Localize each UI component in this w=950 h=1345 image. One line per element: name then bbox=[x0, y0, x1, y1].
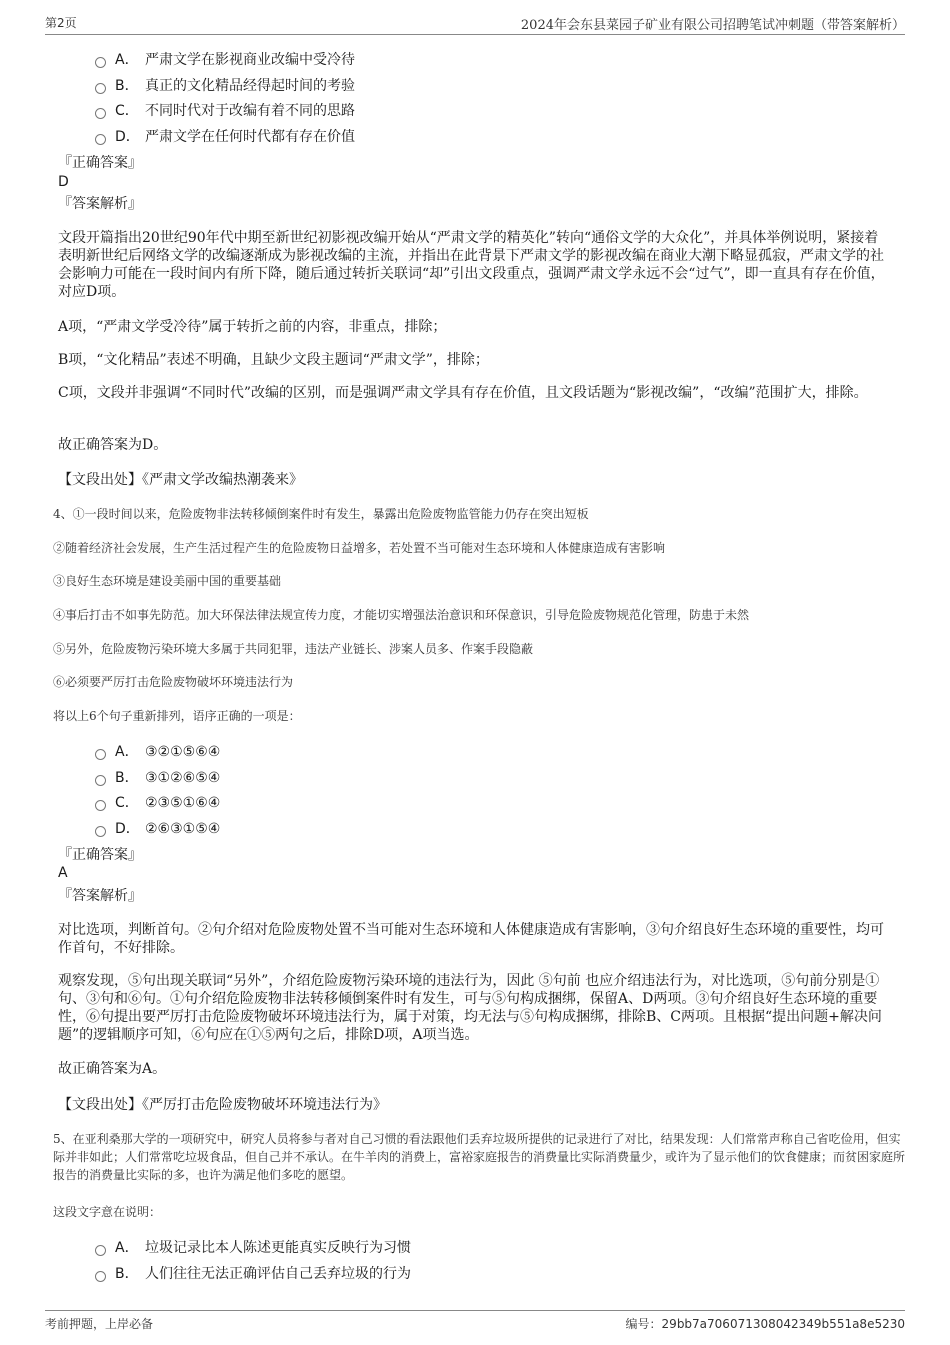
q3-analysis-paragraph: B项，“文化精品”表述不明确，且缺少文段主题词“严肃文学”，排除； bbox=[58, 352, 489, 368]
q5-stem: 5、在亚利桑那大学的一项研究中，研究人员将参与者对自己习惯的看法跟他们丢弃垃圾所提供的记录进行了对比，结果发现：人们常常声称自己省吃俭用，但实际并非如此；人们常常吃垃圾食品，但自己并不承认。在牛羊肉的消费上，富裕家庭报告的消费量比实际消费量少，或许为了显示他们的饮食健康；而贫困家庭所报告的消费量比实际的多，也许为满足他们多吃的愿望。 bbox=[53, 1132, 906, 1182]
radio-icon[interactable] bbox=[95, 83, 106, 94]
q4-option-d[interactable]: D． ②⑥③①⑤④ bbox=[95, 819, 220, 839]
q4-analysis-label: 『答案解析』 bbox=[58, 888, 142, 904]
page-number: 第2页 bbox=[45, 16, 77, 30]
q3-answer-label: 『正确答案』 bbox=[58, 155, 142, 171]
q4-prompt: 将以上6个句子重新排列，语序正确的一项是： bbox=[53, 709, 301, 723]
q4-analysis-paragraph: 观察发现，⑤句出现关联词“另外”，介绍危险废物污染环境的违法行为，因此 ⑤句前 也应介绍违法行为，对比选项，⑤句前分别是①句、③句和⑥句。①句介绍危险废物非法转移倾倒案件时有发生，可与⑤句构成捆绑，保留A、D两项。③句介绍良好生态环境的重要性，⑥句提出要严厉打击危险废物破坏环境违法行为，属于对策，均无法与⑤句构成捆绑，排除B、C两项。且根据“提出问题+解决问题”的逻辑顺序可知，⑥句应在①⑤两句之后，排除D项，A项当选。 bbox=[58, 973, 882, 1043]
document-id-label: 编号： bbox=[625, 1317, 662, 1331]
q3-answer: D bbox=[58, 174, 69, 190]
q5-option-b[interactable]: B． 人们往往无法正确评估自己丢弃垃圾的行为 bbox=[95, 1264, 411, 1284]
radio-icon[interactable] bbox=[95, 134, 106, 145]
q3-analysis-paragraph: C项，文段并非强调“不同时代”改编的区别，而是强调严肃文学具有存在价值，且文段话题为“影视改编”，“改编”范围扩大，排除。 bbox=[58, 385, 868, 401]
document-id bbox=[626, 1315, 905, 1332]
footer-slogan: 考前押题，上岸必备 bbox=[45, 1317, 154, 1331]
q4-analysis-conclusion: 故正确答案为A。 bbox=[58, 1061, 167, 1077]
radio-icon[interactable] bbox=[95, 775, 106, 786]
page-footer bbox=[45, 1310, 905, 1333]
radio-icon[interactable] bbox=[95, 1245, 106, 1256]
radio-icon[interactable] bbox=[95, 1271, 106, 1282]
radio-icon[interactable] bbox=[95, 57, 106, 68]
q3-analysis-paragraph: A项，“严肃文学受冷待”属于转折之前的内容，非重点，排除； bbox=[58, 319, 447, 335]
radio-icon[interactable] bbox=[95, 800, 106, 811]
radio-icon[interactable] bbox=[95, 108, 106, 119]
q3-option-d[interactable]: D． 严肃文学在任何时代都有存在价值 bbox=[95, 127, 355, 147]
document-title: 2024年会东县菜园子矿业有限公司招聘笔试冲刺题（带答案解析） bbox=[520, 18, 905, 33]
q3-analysis-label: 『答案解析』 bbox=[58, 196, 142, 212]
q5-option-a[interactable]: A． 垃圾记录比本人陈述更能真实反映行为习惯 bbox=[95, 1238, 411, 1258]
q4-sentence: ⑤另外，危险废物污染环境大多属于共同犯罪，违法产业链长、涉案人员多、作案手段隐蔽 bbox=[53, 642, 534, 656]
q4-sentence: ③良好生态环境是建设美丽中国的重要基础 bbox=[53, 574, 282, 588]
q3-analysis-conclusion: 故正确答案为D。 bbox=[58, 437, 168, 453]
q4-analysis-paragraph: 对比选项，判断首句。②句介绍对危险废物处置不当可能对生态环境和人体健康造成有害影响，③句介绍良好生态环境的重要性，均可作首句，不好排除。 bbox=[58, 922, 884, 956]
q3-analysis-paragraph: 文段开篇指出20世纪90年代中期至新世纪初影视改编开始从“严肃文学的精英化”转向“通俗文学的大众化”，并具体举例说明，紧接着表明新世纪后网络文学的改编逐渐成为影视改编的主流，并指出在此背景下严肃文学的影视改编在商业大潮下略显孤寂，严肃文学的社会影响力可能在一段时间内有所下降，随后通过转折关联词“却”引出文段重点，强调严肃文学永远不会“过气”，即一直具有存在价值，对应D项。 bbox=[58, 230, 885, 300]
page-header bbox=[45, 14, 905, 35]
q3-source: 【文段出处】《严肃文学改编热潮袭来》 bbox=[58, 472, 303, 488]
document-id-value: 29bb7a706071308042349b551a8e5230 bbox=[661, 1317, 905, 1331]
q4-source: 【文段出处】《严厉打击危险废物破坏环境违法行为》 bbox=[58, 1097, 387, 1113]
q3-option-b[interactable]: B． 真正的文化精品经得起时间的考验 bbox=[95, 76, 355, 96]
q4-sentence: ②随着经济社会发展，生产生活过程产生的危险废物日益增多，若处置不当可能对生态环境和人体健康造成有害影响 bbox=[53, 541, 666, 555]
q4-option-b[interactable]: B． ③①②⑥⑤④ bbox=[95, 768, 220, 788]
radio-icon[interactable] bbox=[95, 826, 106, 837]
q4-option-c[interactable]: C． ②③⑤①⑥④ bbox=[95, 793, 220, 813]
q4-sentence: ⑥必须要严厉打击危险废物破坏环境违法行为 bbox=[53, 675, 294, 689]
q4-answer: A bbox=[58, 865, 68, 881]
radio-icon[interactable] bbox=[95, 749, 106, 760]
q4-sentence: ④事后打击不如事先防范。加大环保法律法规宣传力度，才能切实增强法治意识和环保意识，引导危险废物规范化管理，防患于未然 bbox=[53, 608, 750, 622]
q5-prompt: 这段文字意在说明： bbox=[53, 1205, 162, 1219]
q4-sentence: 4、①一段时间以来，危险废物非法转移倾倒案件时有发生，暴露出危险废物监管能力仍存在突出短板 bbox=[53, 507, 589, 521]
q4-answer-label: 『正确答案』 bbox=[58, 847, 142, 863]
q4-option-a[interactable]: A． ③②①⑤⑥④ bbox=[95, 742, 220, 762]
q3-option-c[interactable]: C． 不同时代对于改编有着不同的思路 bbox=[95, 101, 355, 121]
q3-option-a[interactable]: A． 严肃文学在影视商业改编中受冷待 bbox=[95, 50, 355, 70]
